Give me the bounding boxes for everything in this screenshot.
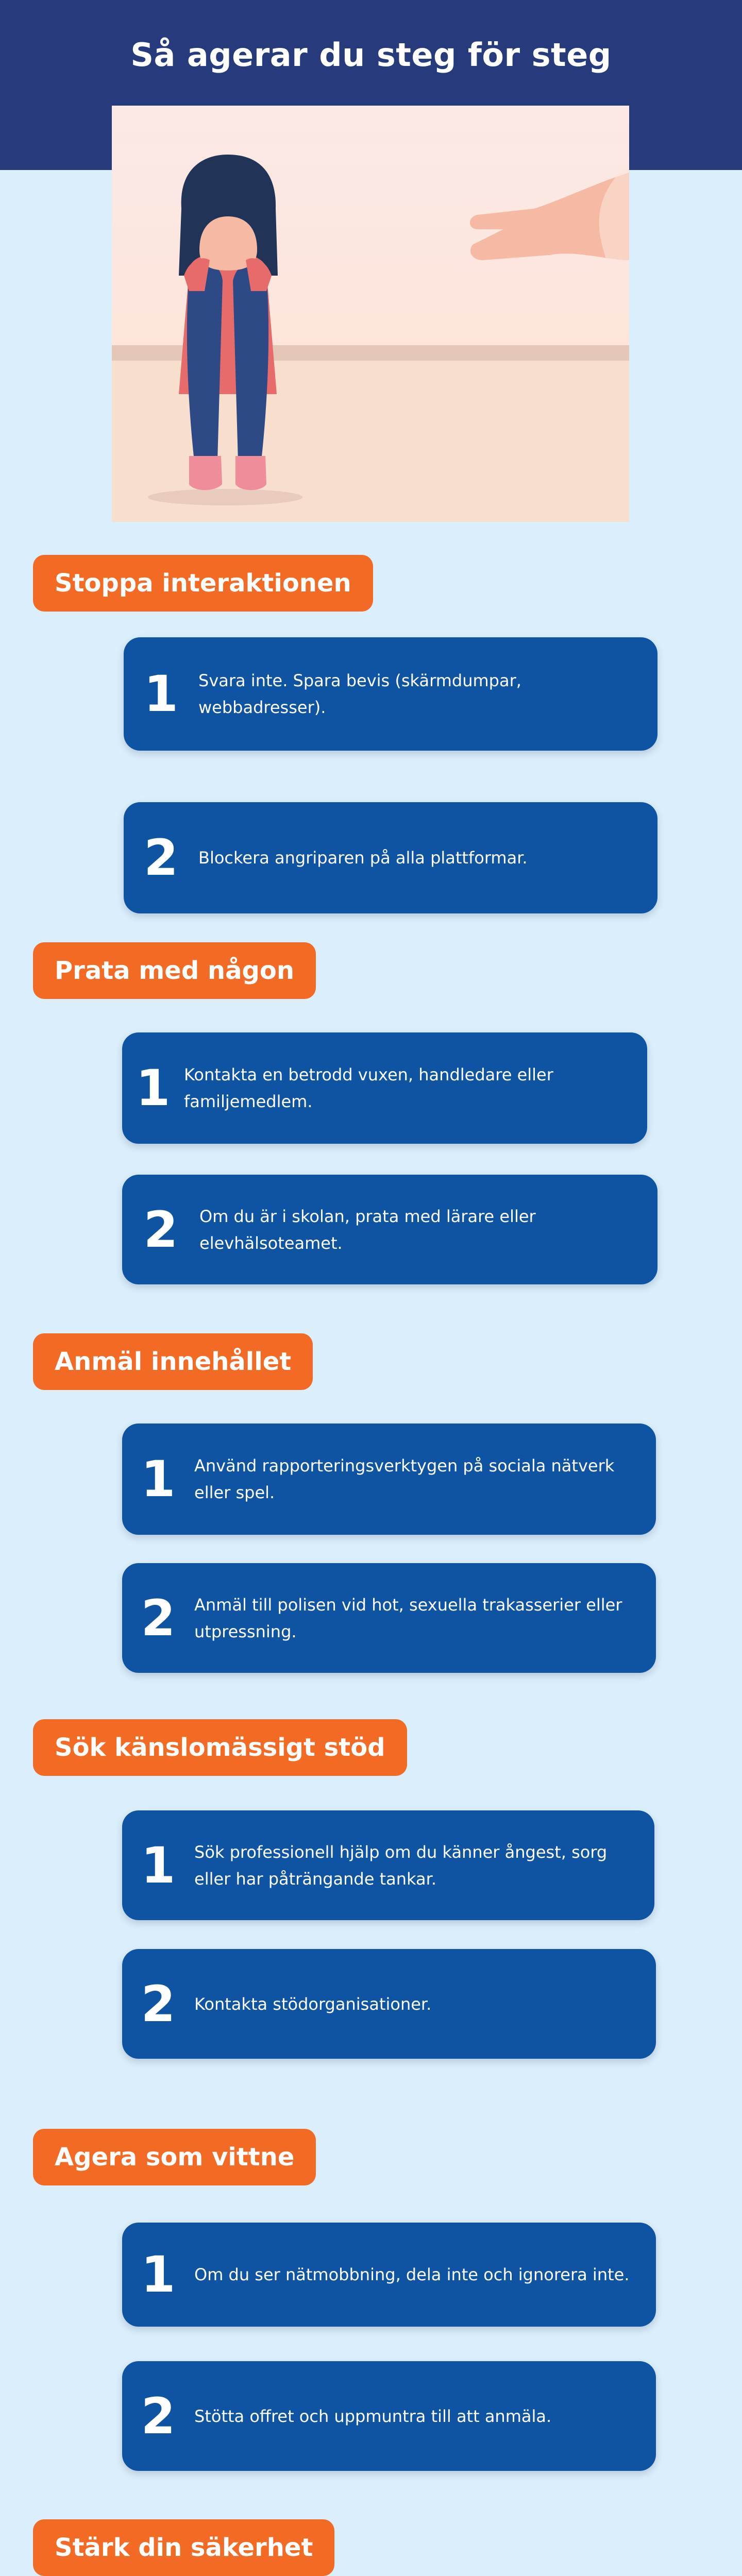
step-text: Svara inte. Spara bevis (skärmdumpar, webbadresser). bbox=[198, 671, 521, 717]
step-number: 2 bbox=[143, 1200, 178, 1259]
section-title-stop-interaction: Stoppa interaktionen bbox=[33, 555, 373, 612]
step-number: 1 bbox=[141, 1836, 176, 1894]
hero-illustration bbox=[112, 106, 629, 522]
section-title-emotional-support: Sök känslomässigt stöd bbox=[33, 1719, 407, 1776]
step-text: Kontakta stödorganisationer. bbox=[194, 1994, 432, 2014]
step-card bbox=[122, 2361, 656, 2471]
step-text: Anmäl till polisen vid hot, sexuella trakasserier eller utpressning. bbox=[194, 1595, 622, 1641]
step-card bbox=[122, 1175, 657, 1284]
step-card bbox=[122, 2223, 656, 2327]
section-title-act-as-witness: Agera som vittne bbox=[33, 2129, 316, 2185]
step-text: Sök professionell hjälp om du känner ångest, sorg eller har påträngande tankar. bbox=[194, 1842, 608, 1889]
step-number: 2 bbox=[144, 829, 178, 887]
step-number: 2 bbox=[141, 1589, 176, 1647]
step-number: 1 bbox=[136, 1059, 171, 1117]
step-card bbox=[122, 1949, 656, 2059]
section-title-strengthen-security: Stärk din säkerhet bbox=[33, 2519, 334, 2576]
step-text: Kontakta en betrodd vuxen, handledare eller familjemedlem. bbox=[184, 1065, 553, 1111]
step-number: 1 bbox=[144, 665, 178, 723]
step-text: Om du ser nätmobbning, dela inte och ignorera inte. bbox=[194, 2265, 630, 2284]
step-card bbox=[124, 802, 657, 913]
step-text: Om du är i skolan, prata med lärare eller elevhälsoteamet. bbox=[199, 1206, 536, 1253]
step-text: Använd rapporteringsverktygen på sociala nätverk eller spel. bbox=[194, 1456, 615, 1502]
step-text: Blockera angriparen på alla plattformar. bbox=[198, 848, 528, 868]
step-number: 2 bbox=[141, 1975, 176, 2033]
step-card bbox=[122, 1810, 654, 1920]
step-card bbox=[124, 637, 657, 751]
step-card bbox=[122, 1563, 656, 1673]
step-card bbox=[122, 1423, 656, 1535]
step-number: 1 bbox=[141, 1450, 176, 1508]
step-text: Stötta offret och uppmuntra till att anmäla. bbox=[194, 2406, 552, 2426]
step-card bbox=[122, 1032, 647, 1144]
page-title: Så agerar du steg för steg bbox=[130, 36, 612, 74]
step-number: 1 bbox=[141, 2246, 176, 2303]
section-title-report-content: Anmäl innehållet bbox=[33, 1333, 313, 1390]
step-number: 2 bbox=[141, 2387, 176, 2445]
section-title-talk-to-someone: Prata med någon bbox=[33, 942, 316, 999]
